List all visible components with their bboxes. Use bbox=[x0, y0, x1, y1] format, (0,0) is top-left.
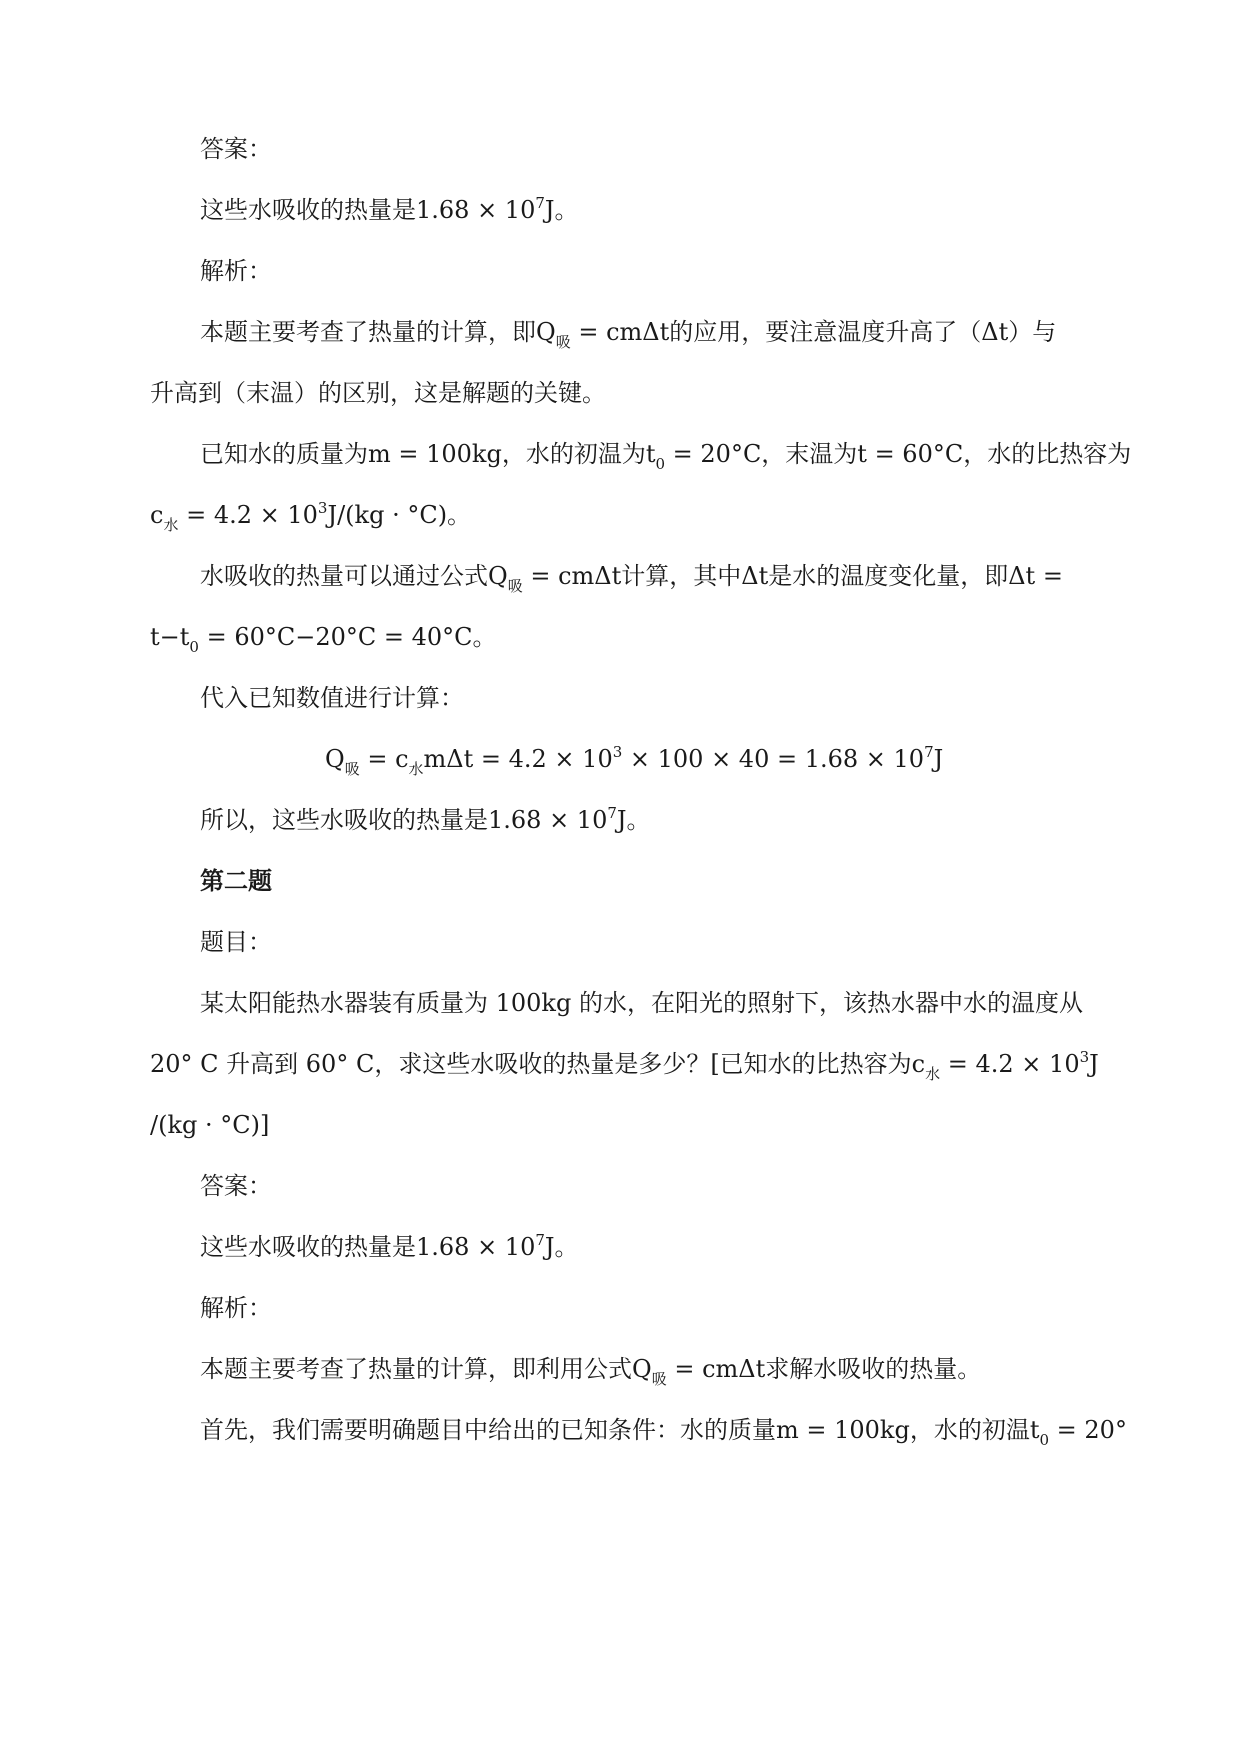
text-run: = cmΔt计算，其中Δt是水的温度变化量，即Δt = bbox=[522, 562, 1063, 590]
text-run: 代入已知数值进行计算： bbox=[200, 684, 464, 712]
text-run: 第二题 bbox=[200, 866, 272, 895]
superscript: 3 bbox=[317, 499, 328, 517]
superscript: 7 bbox=[535, 1231, 545, 1249]
text-run: 本题主要考查了热量的计算，即利用公式Q bbox=[200, 1355, 652, 1383]
text-run: 某太阳能热水器装有质量为 100kg 的水，在阳光的照射下，该热水器中水的温度从 bbox=[200, 989, 1083, 1017]
analysis-paragraph-2 bbox=[0, 1352, 1241, 1386]
question-text-cont bbox=[0, 1047, 1241, 1081]
text-run: 水吸收的热量可以通过公式Q bbox=[200, 562, 508, 590]
calculation-equation bbox=[325, 742, 1241, 776]
answer-label bbox=[0, 132, 1241, 166]
answer-text bbox=[0, 193, 1241, 227]
text-run: 首先，我们需要明确题目中给出的已知条件：水的质量m = 100kg，水的初温t bbox=[200, 1416, 1040, 1444]
text-run: 解析： bbox=[200, 257, 272, 285]
answer-text-2 bbox=[0, 1230, 1241, 1264]
question-text-cont-2 bbox=[0, 1108, 1241, 1142]
text-run: 这些水吸收的热量是1.68 × 10 bbox=[200, 1233, 536, 1261]
text-run: 解析： bbox=[200, 1294, 272, 1322]
text-run: = 4.2 × 10 bbox=[940, 1050, 1080, 1078]
known-conditions bbox=[0, 437, 1241, 471]
formula-explanation-cont bbox=[0, 620, 1241, 654]
subscript: 0 bbox=[1039, 1431, 1050, 1449]
subscript: 吸 bbox=[344, 760, 360, 778]
analysis-paragraph bbox=[0, 315, 1241, 349]
text-run: J。 bbox=[544, 1233, 579, 1261]
text-run: J bbox=[1089, 1050, 1099, 1078]
text-run: × 100 × 40 = 1.68 × 10 bbox=[622, 745, 925, 773]
text-run: /(kg · °C)] bbox=[150, 1111, 270, 1139]
text-run: 这些水吸收的热量是1.68 × 10 bbox=[200, 196, 536, 224]
text-run: t−t bbox=[150, 623, 190, 651]
subscript: 水 bbox=[408, 760, 424, 778]
text-run: J bbox=[933, 745, 944, 773]
known-conditions-2 bbox=[0, 1413, 1241, 1447]
text-run: = cmΔt的应用，要注意温度升高了（Δt）与 bbox=[570, 318, 1057, 346]
text-run: = 20°C，末温为t = 60°C，水的比热容为 bbox=[665, 440, 1132, 468]
question-text bbox=[0, 986, 1241, 1020]
subscript: 吸 bbox=[507, 577, 523, 595]
subscript: 0 bbox=[189, 638, 199, 656]
answer-label-2 bbox=[0, 1169, 1241, 1203]
text-run: c bbox=[150, 501, 164, 529]
text-run: 题目： bbox=[200, 928, 272, 956]
analysis-paragraph-cont bbox=[0, 376, 1241, 410]
subscript: 吸 bbox=[555, 333, 571, 351]
text-run: = 60°C−20°C = 40°C。 bbox=[198, 623, 497, 651]
text-run: = cmΔt求解水吸收的热量。 bbox=[666, 1355, 982, 1383]
superscript: 3 bbox=[612, 743, 623, 761]
substitution-intro bbox=[0, 681, 1241, 715]
text-run: 所以，这些水吸收的热量是1.68 × 10 bbox=[200, 806, 608, 834]
subscript: 水 bbox=[163, 516, 179, 534]
superscript: 3 bbox=[1079, 1048, 1090, 1066]
superscript: 7 bbox=[535, 194, 545, 212]
superscript: 7 bbox=[607, 804, 617, 822]
conclusion bbox=[0, 803, 1241, 837]
formula-explanation bbox=[0, 559, 1241, 593]
text-run: 答案： bbox=[200, 135, 272, 163]
question-label bbox=[0, 925, 1241, 959]
analysis-label-2 bbox=[0, 1291, 1241, 1325]
text-run: 升高到（末温）的区别，这是解题的关键。 bbox=[150, 379, 606, 407]
subscript: 水 bbox=[925, 1065, 941, 1083]
text-run: 本题主要考查了热量的计算，即Q bbox=[200, 318, 556, 346]
subscript: 0 bbox=[655, 455, 666, 473]
text-run: mΔt = 4.2 × 10 bbox=[423, 745, 613, 773]
analysis-label bbox=[0, 254, 1241, 288]
text-run: 答案： bbox=[200, 1172, 272, 1200]
subscript: 吸 bbox=[651, 1370, 667, 1388]
known-conditions-cont bbox=[0, 498, 1241, 532]
text-run: 20° C 升高到 60° C，求这些水吸收的热量是多少？[已知水的比热容为c bbox=[150, 1050, 926, 1078]
text-run: J/(kg · °C)。 bbox=[327, 501, 472, 529]
section-heading bbox=[0, 864, 1241, 898]
text-run: J。 bbox=[544, 196, 579, 224]
superscript: 7 bbox=[924, 743, 934, 761]
text-run: J。 bbox=[616, 806, 651, 834]
text-run: = 20° bbox=[1049, 1416, 1127, 1444]
text-run: = 4.2 × 10 bbox=[178, 501, 318, 529]
text-run: 已知水的质量为m = 100kg，水的初温为t bbox=[200, 440, 656, 468]
text-run: = c bbox=[359, 745, 409, 773]
text-run: Q bbox=[325, 745, 345, 773]
